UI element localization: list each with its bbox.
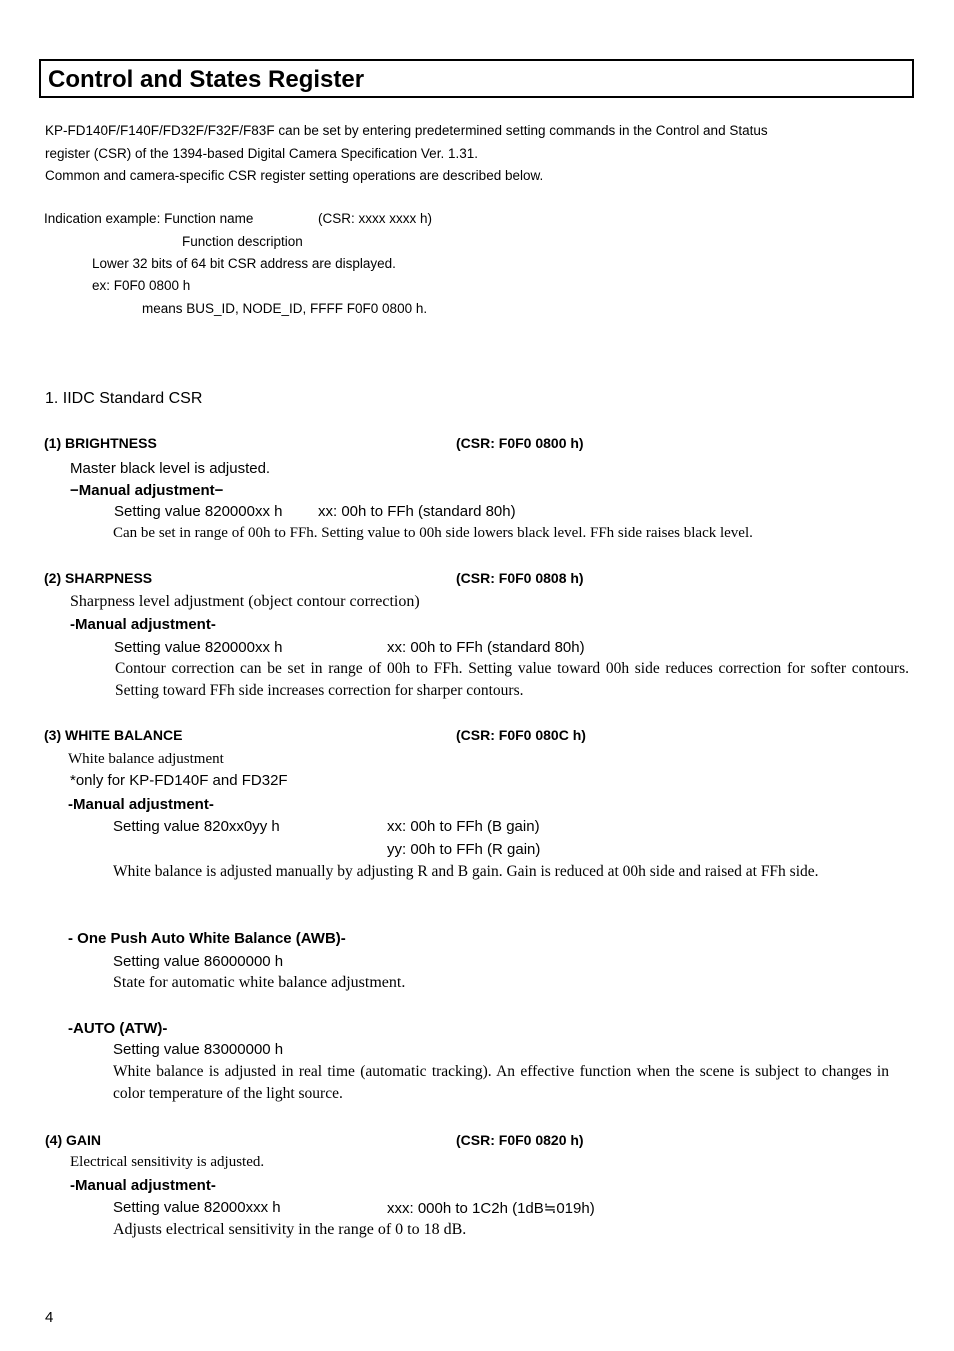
brightness-text: Can be set in range of 00h to FFh. Setting value to 00h side lowers black level. FFh side raises black level. (113, 525, 753, 541)
gain-setting: Setting value 82000xxx h (113, 1199, 281, 1216)
brightness-csr: (CSR: F0F0 0800 h) (456, 435, 584, 451)
intro-line-2: register (CSR) of the 1394-based Digital Camera Specification Ver. 1.31. (45, 146, 478, 161)
section-heading: 1. IIDC Standard CSR (45, 390, 203, 407)
white-balance-heading: (3) WHITE BALANCE (44, 727, 183, 743)
gain-csr: (CSR: F0F0 0820 h) (456, 1132, 584, 1148)
sharpness-range: xx: 00h to FFh (standard 80h) (387, 639, 585, 656)
awb-text: State for automatic white balance adjustment. (113, 974, 406, 991)
sharpness-text: Contour correction can be set in range of 00h to FFh. Setting value toward 00h side reduces correction for softer contours. Setting toward FFh side increases correction for sharper contours. (115, 660, 909, 699)
indication-example: ex: F0F0 0800 h (92, 278, 191, 293)
sharpness-heading: (2) SHARPNESS (44, 570, 153, 586)
brightness-manual-heading: −Manual adjustment− (70, 482, 224, 499)
brightness-desc: Master black level is adjusted. (70, 460, 271, 477)
awb-setting: Setting value 86000000 h (113, 953, 284, 970)
sharpness-csr: (CSR: F0F0 0808 h) (456, 570, 584, 586)
awb-heading: - One Push Auto White Balance (AWB)- (68, 930, 346, 947)
white-balance-range-b: xx: 00h to FFh (B gain) (387, 818, 540, 835)
atw-text: White balance is adjusted in real time (automatic tracking). An effective function when the scene is subject to changes in color temperature of the light source. (113, 1063, 889, 1102)
gain-text: Adjusts electrical sensitivity in the range of 0 to 18 dB. (113, 1221, 467, 1238)
indication-csr: (CSR: xxxx xxxx h) (318, 211, 433, 226)
page-title: Control and States Register (48, 66, 365, 93)
brightness-setting: Setting value 820000xx h (114, 503, 283, 520)
white-balance-text: White balance is adjusted manually by adjusting R and B gain. Gain is reduced at 00h side and raised at FFh side. (113, 863, 819, 880)
indication-means: means BUS_ID, NODE_ID, FFFF F0F0 0800 h. (142, 301, 428, 316)
intro-line-3: Common and camera-specific CSR register setting operations are described below. (45, 168, 544, 183)
intro-line-1: KP-FD140F/F140F/FD32F/F32F/F83F can be set by entering predetermined setting commands in the Control and Status (45, 123, 768, 138)
white-balance-range-r: yy: 00h to FFh (R gain) (387, 841, 541, 858)
page-title-box (39, 59, 914, 98)
brightness-range: xx: 00h to FFh (standard 80h) (318, 503, 516, 520)
gain-manual-heading: -Manual adjustment- (70, 1177, 216, 1194)
sharpness-desc: Sharpness level adjustment (object contour correction) (70, 593, 420, 610)
gain-desc: Electrical sensitivity is adjusted. (70, 1154, 265, 1170)
sharpness-setting: Setting value 820000xx h (114, 639, 283, 656)
sharpness-manual-heading: -Manual adjustment- (70, 616, 216, 633)
page-number: 4 (45, 1309, 54, 1326)
brightness-heading: (1) BRIGHTNESS (44, 435, 157, 451)
indication-desc: Function description (182, 234, 303, 249)
white-balance-setting: Setting value 820xx0yy h (113, 818, 280, 835)
indication-label: Indication example: Function name (44, 211, 254, 226)
atw-heading: -AUTO (ATW)- (68, 1020, 168, 1037)
white-balance-only-note: *only for KP-FD140F and FD32F (70, 772, 288, 789)
white-balance-desc: White balance adjustment (68, 751, 224, 767)
white-balance-csr: (CSR: F0F0 080C h) (456, 727, 586, 743)
white-balance-manual-heading: -Manual adjustment- (68, 796, 214, 813)
gain-range: xxx: 000h to 1C2h (1dB≒019h) (387, 1200, 595, 1217)
atw-setting: Setting value 83000000 h (113, 1041, 284, 1058)
gain-heading: (4) GAIN (45, 1132, 101, 1148)
indication-note: Lower 32 bits of 64 bit CSR address are displayed. (92, 256, 396, 271)
